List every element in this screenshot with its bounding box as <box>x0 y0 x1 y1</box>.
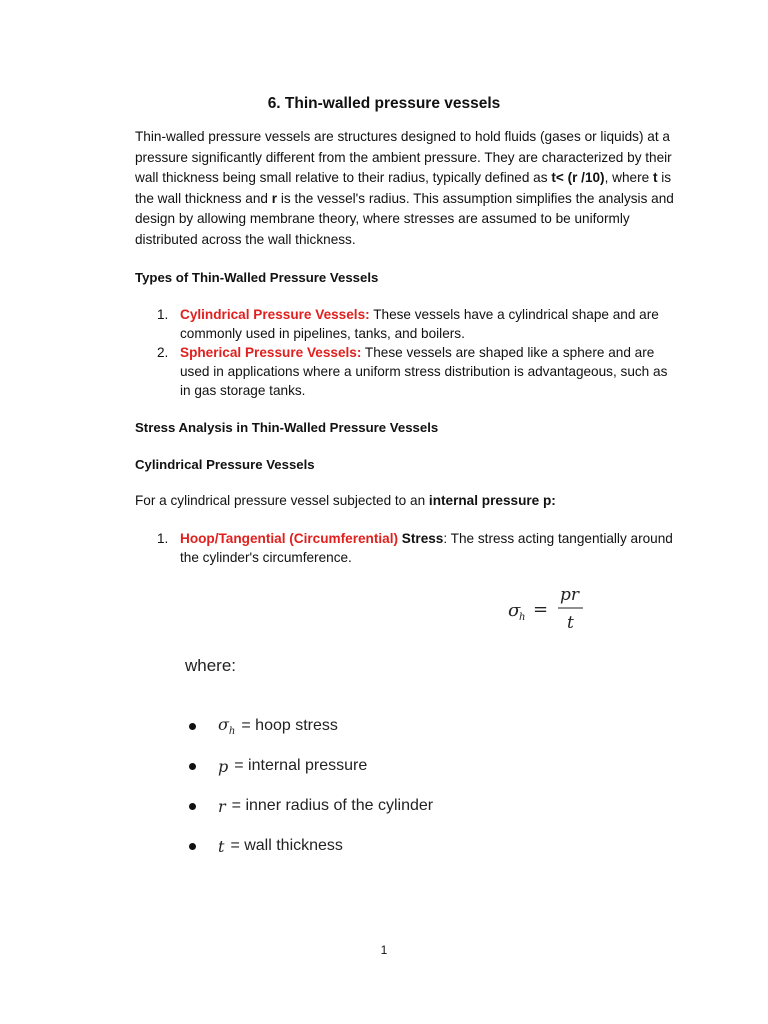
definition-text: = hoop stress <box>241 717 338 734</box>
bullet-icon <box>189 723 196 730</box>
intro-r-symbol: r <box>271 190 278 206</box>
list-item <box>135 343 675 400</box>
definition-symbol: t <box>218 836 225 856</box>
intro-condition: t< (r /10) <box>551 170 605 185</box>
definitions-list <box>189 706 589 866</box>
list-item-label: Hoop/Tangential (Circumferential) <box>180 531 399 546</box>
list-item <box>189 706 589 746</box>
list-number: 2. <box>157 345 169 360</box>
list-item <box>135 305 675 343</box>
list-item-text: These vessels have a cylindrical shape and are commonly used in pipelines, tanks, and boilers. <box>180 307 659 341</box>
types-list <box>135 305 675 400</box>
list-item <box>189 826 589 866</box>
definition-text: = internal pressure <box>234 757 368 774</box>
page-title: 6. Thin-walled pressure vessels <box>267 95 501 112</box>
list-item <box>135 529 675 567</box>
definition-symbol-sub: h <box>228 726 236 738</box>
intro-t-symbol: t <box>652 170 658 185</box>
list-item-bold: Stress <box>398 531 444 546</box>
list-item <box>189 786 589 826</box>
list-item-label: Spherical Pressure Vessels: <box>180 345 362 360</box>
intro-text-4: is the vessel's radius. This assumption simplifies the analysis and design by allowing membrane theory, where stresses are assumed to be uniformly distributed across the wall thickness. <box>135 190 674 247</box>
definition-symbol: r <box>218 796 226 816</box>
list-number: 1. <box>157 307 169 322</box>
intro-paragraph <box>135 127 675 250</box>
formula-numerator: pr <box>560 586 580 605</box>
cylindrical-intro-bold: internal pressure p: <box>428 493 556 508</box>
definition-symbol: σ <box>218 714 229 734</box>
bullet-icon <box>189 803 196 810</box>
cylindrical-heading: Cylindrical Pressure Vessels <box>135 457 315 472</box>
list-item <box>189 746 589 786</box>
definition-text: = inner radius of the cylinder <box>231 797 434 814</box>
list-item-label: Cylindrical Pressure Vessels: <box>180 307 370 322</box>
formula-lhs-sub: h <box>519 612 526 623</box>
stress-heading: Stress Analysis in Thin-Walled Pressure Vessels <box>135 420 439 435</box>
stress-list <box>135 529 675 567</box>
intro-text-1: Thin-walled pressure vessels are structures designed to hold fluids (gases or liquids) at a pressure significantly different from the ambient pressure. They are characterized by their wall thickness being small relative to their radius, typically defined as <box>135 129 672 185</box>
bullet-icon <box>189 843 196 850</box>
hoop-stress-formula <box>506 586 586 636</box>
cylindrical-intro-text: For a cylindrical pressure vessel subjected to an <box>135 493 429 508</box>
bullet-icon <box>189 763 196 770</box>
formula-lhs: σ <box>508 600 521 621</box>
definition-symbol: p <box>218 756 229 776</box>
cylindrical-intro <box>135 491 675 512</box>
list-item-text: These vessels are shaped like a sphere and are used in applications where a uniform stress distribution is advantageous, such as in gas storage tanks. <box>180 345 668 398</box>
page-number: 1 <box>380 943 388 957</box>
list-item-text: : The stress acting tangentially around the cylinder's circumference. <box>180 531 673 565</box>
definition-text: = wall thickness <box>230 837 343 854</box>
formula-equals: = <box>533 599 549 620</box>
where-label: where: <box>185 656 237 675</box>
intro-text-3: is the wall thickness and <box>135 170 672 206</box>
types-heading: Types of Thin-Walled Pressure Vessels <box>135 270 379 285</box>
intro-text-2: , where <box>604 170 653 185</box>
formula-denominator: t <box>567 613 574 633</box>
list-number: 1. <box>157 531 169 546</box>
